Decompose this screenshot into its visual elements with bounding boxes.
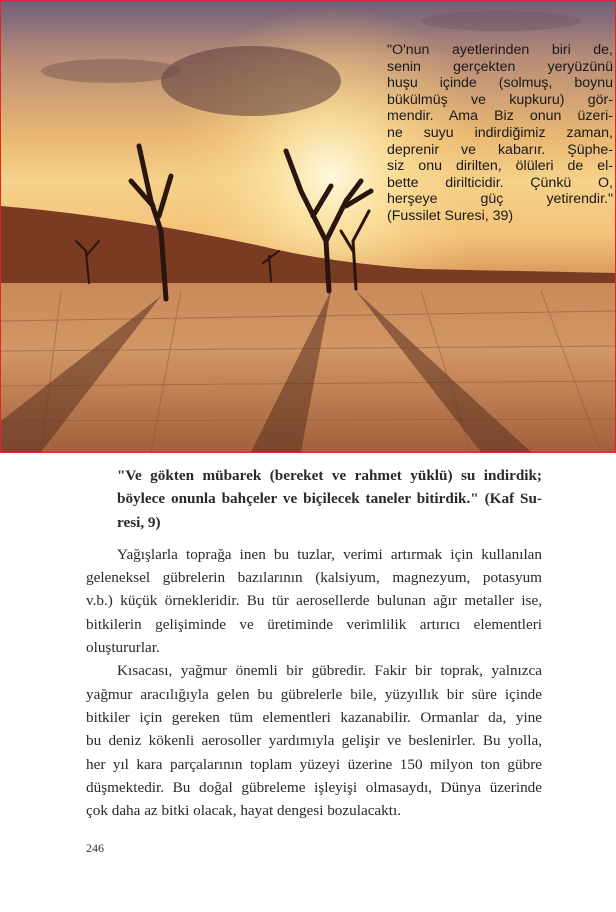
- text-line: ne suyu indirdiğimiz zaman,: [387, 124, 613, 141]
- text-line: "Ve gökten mübarek (bereket ve rahmet yüklü) su indirdik;: [117, 467, 542, 484]
- text-line: geleneksel gübrelerin bazılarının (kalsiyum, magnezyum, potasyum: [86, 569, 542, 587]
- text-line: çok daha az bitki olacak, hayat dengesi bozulacaktı.: [86, 802, 402, 820]
- text-line: (Fussilet Suresi, 39): [387, 207, 514, 224]
- text-line: oluştururlar.: [86, 639, 160, 657]
- text-line: Yağışlarla toprağa inen bu tuzlar, verimi artırmak için kullanılan: [117, 545, 542, 563]
- text-line: bitkiler için gereken tüm elementleri kazanabilir. Ormanlar da, yine: [86, 708, 542, 726]
- text-line: senin gerçekten yeryüzünü: [387, 58, 613, 75]
- text-line: her yıl kara parçalarının toplam yüzeyi üzerine 150 milyon ton gübre: [86, 755, 542, 773]
- text-line: huşu içinde (solmuş, boynu: [387, 75, 613, 92]
- text-line: böylece onunla bahçeler ve biçilecek taneler bitirdik." (Kaf Su-: [117, 490, 542, 508]
- text-line: yağmur aracılığıyla gelen bu gübrelerle bile, yüzyıllık bir süre içinde: [86, 685, 542, 703]
- text-line: "O'nun ayetlerinden biri de,: [387, 42, 613, 58]
- text-line: bette dirilticidir. Çünkü O,: [387, 174, 613, 191]
- text-line: v.b.) küçük örnekleridir. Bu tür aerosellerde bulunan ağır metaller ise,: [86, 592, 542, 610]
- text-line: herşeye güç yetirendir.": [387, 191, 613, 208]
- text-line: mendir. Ama Biz onun üzeri-: [387, 108, 613, 125]
- text-line: düşmektedir. Bu doğal gübreleme işleyişi olmasaydı, Dünya üzerinde: [86, 778, 542, 796]
- text-line: deprenir ve kabarır. Şüphe-: [387, 141, 613, 158]
- paragraph: [86, 543, 542, 659]
- verse-quote: [117, 464, 542, 534]
- paragraph: [86, 659, 542, 822]
- text-line: Kısacası, yağmur önemli bir gübredir. Fakir bir toprak, yalnızca: [117, 662, 542, 680]
- text-line: siz onu dirilten, ölüleri de el-: [387, 158, 613, 175]
- text-line: bu deniz kökenli aerosoller yardımıyla gelişir ve beslenirler. Bu yolla,: [86, 732, 542, 750]
- text-line: resi, 9): [117, 513, 161, 531]
- text-line: bitkilerin gelişiminde ve üretiminde verimlilik artırıcı elementleri: [86, 615, 542, 633]
- page-number: 246: [86, 841, 104, 855]
- photo-quote: [387, 42, 613, 225]
- text-line: bükülmüş ve kupkuru) gör-: [387, 91, 613, 108]
- body-text: [86, 464, 542, 822]
- desert-photo: [0, 0, 616, 453]
